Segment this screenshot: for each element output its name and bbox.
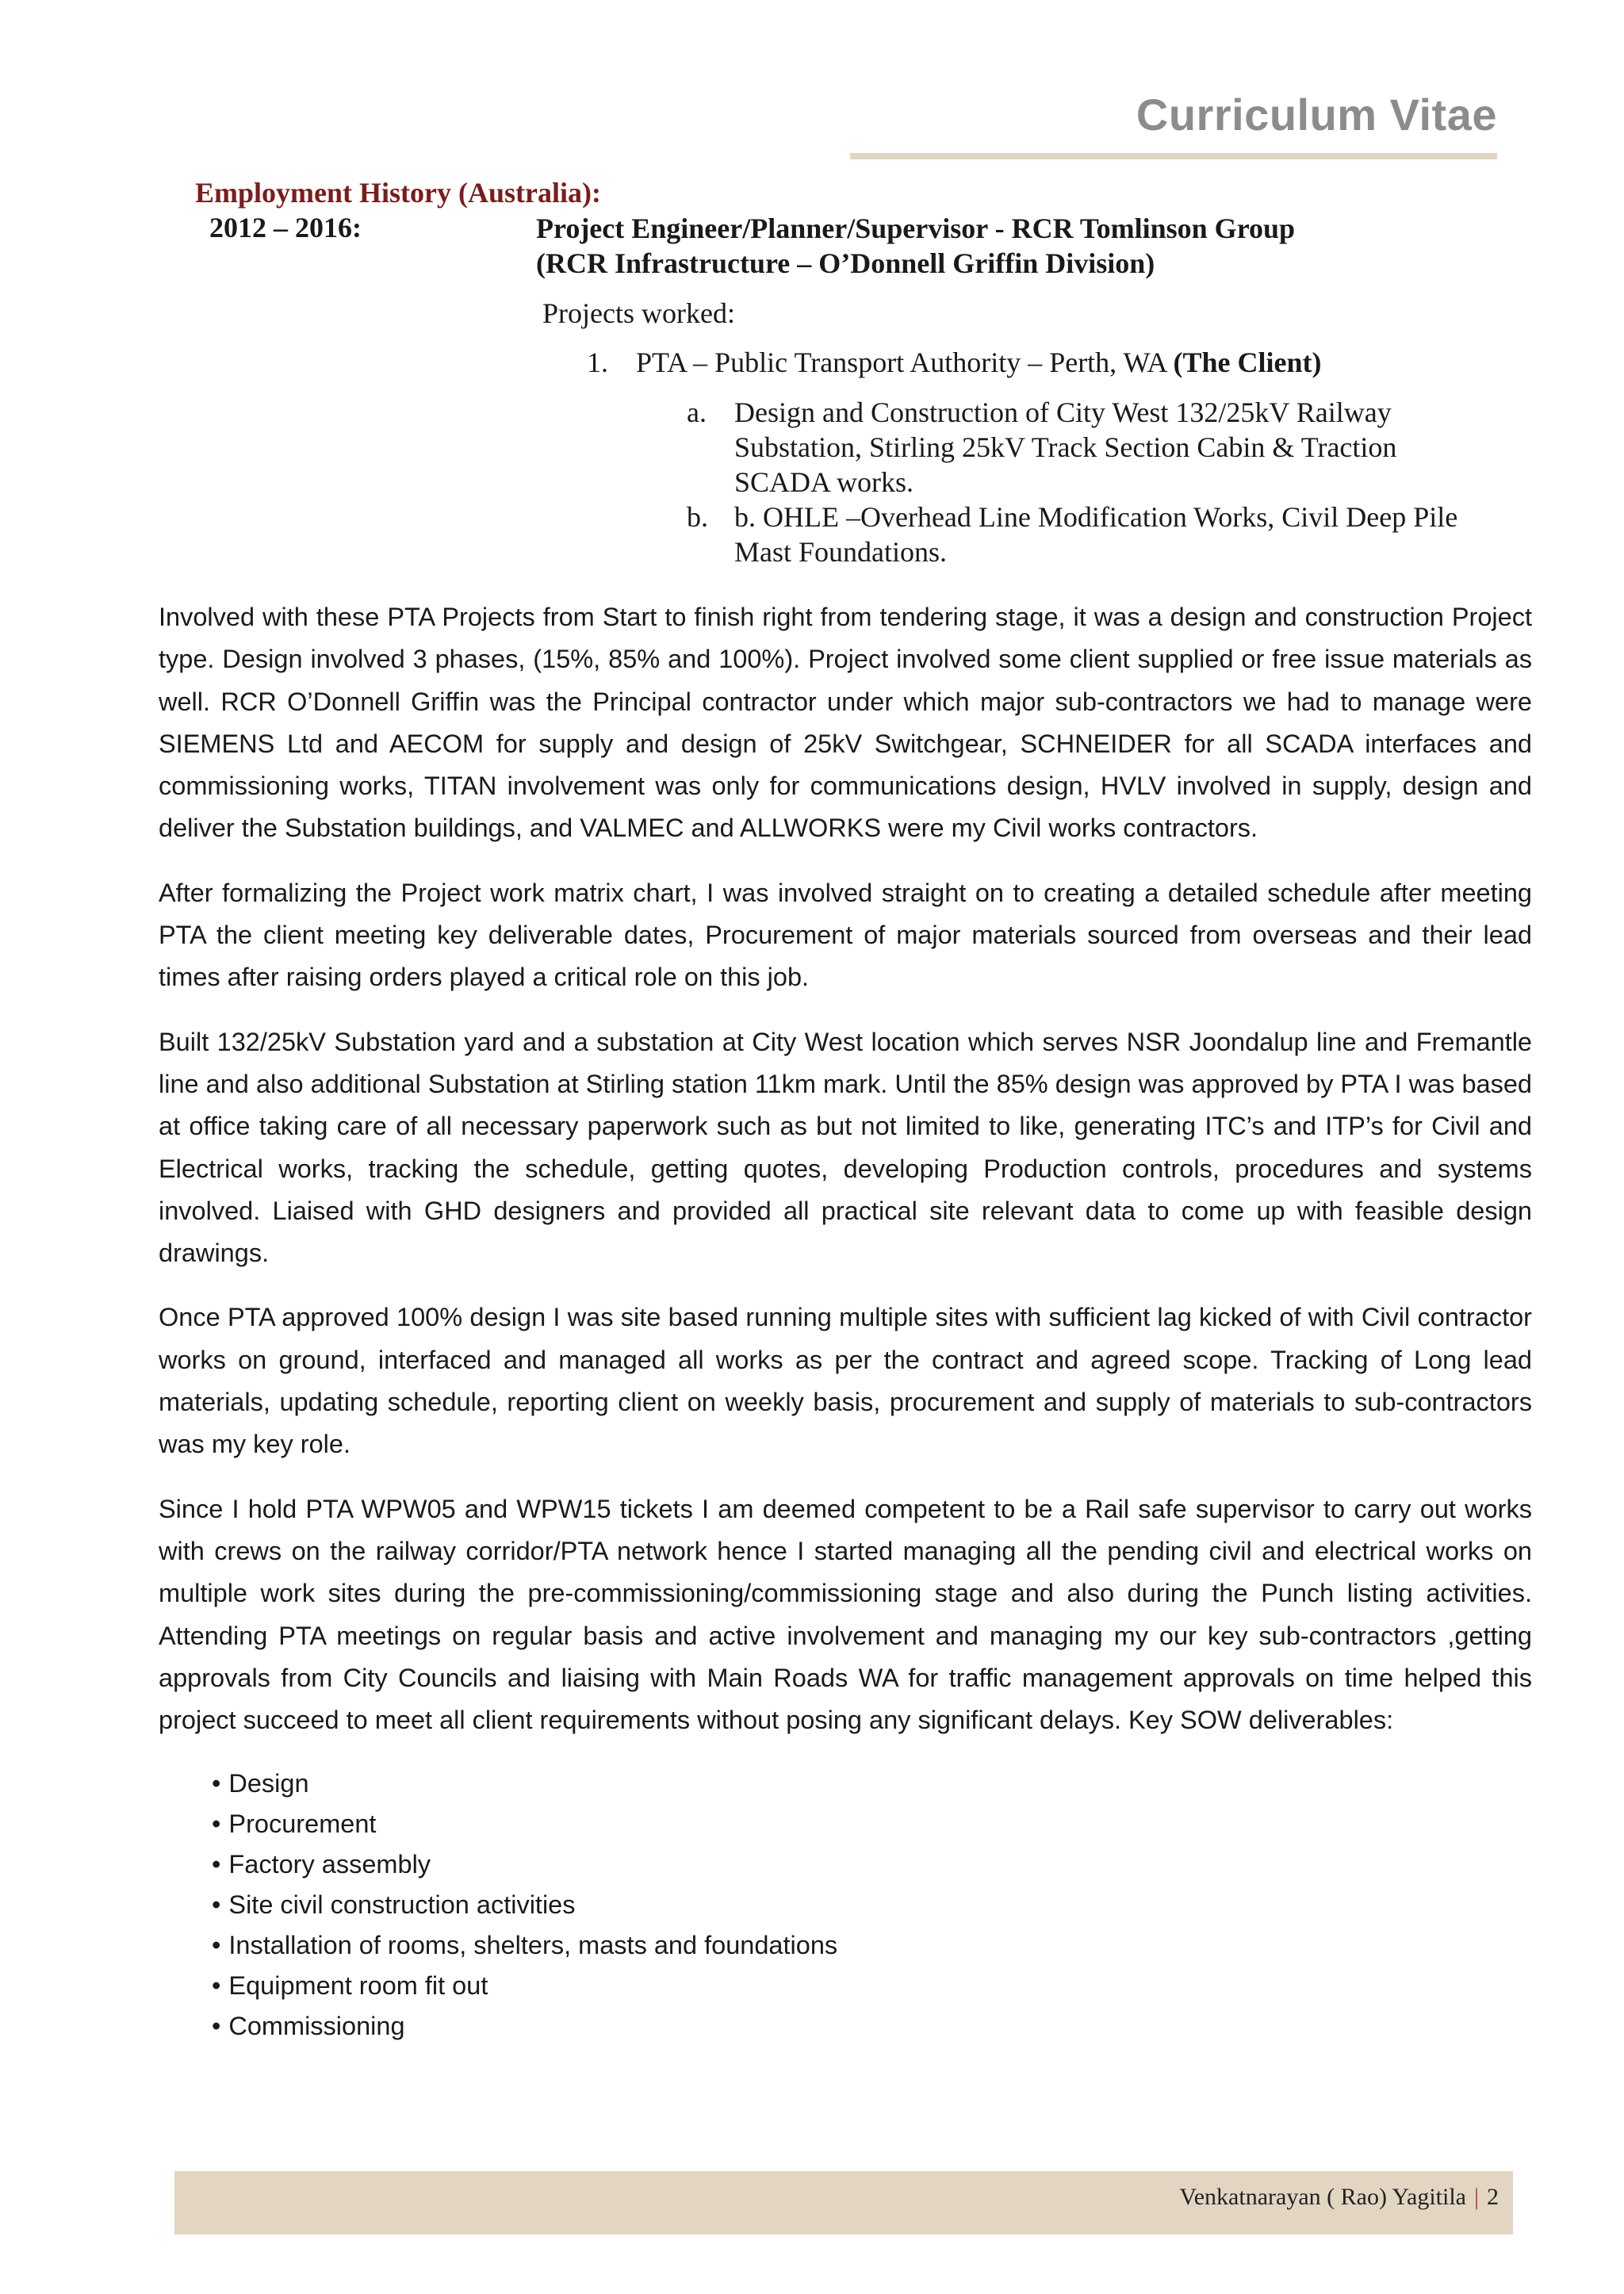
list-item (212, 1844, 1532, 1885)
project-number: 1. (587, 347, 608, 378)
subitem-line: SCADA works. (734, 466, 914, 498)
paragraph: Since I hold PTA WPW05 and WPW15 tickets I am deemed competent to be a Rail safe supervisor to carry out works with crews on the railway corridor/PTA network hence I started managing all the pending civil and electrical works on multiple work sites during the pre-commissioning/commissioning stage and also during the Punch listing activities. Attending PTA meetings on regular basis and active involvement and managing my our key sub-contractors ,getting approvals from City Councils and liaising with Main Roads WA for traffic management approvals on time helped this project succeed to meet all client requirements without posing any significant delays. Key SOW deliverables: (159, 1494, 1532, 1735)
paragraph: Built 132/25kV Substation yard and a substation at City West location which serves NSR Joondalup line and Fremantle line and also additional Substation at Stirling station 11km mark. Until the 85% design was approved by PTA I was based at office taking care of all necessary paperwork such as but not limited to like, generating ITC’s and ITP’s for Civil and Electrical works, tracking the schedule, getting quotes, developing Production controls, procedures and systems involved. Liaised with GHD designers and provided all practical site relevant data to come up with feasible design drawings. (159, 1027, 1532, 1268)
list-item (212, 1804, 1532, 1844)
list-item (212, 1966, 1532, 2006)
bullet-icon: • (212, 1971, 221, 2001)
subitem-line: Substation, Stirling 25kV Track Section Cabin & Traction (734, 431, 1397, 463)
header-divider (850, 153, 1497, 159)
subitem-letter: a. (687, 396, 707, 428)
list-item (212, 1925, 1532, 1966)
body-text (159, 596, 1532, 2047)
paragraph: After formalizing the Project work matrix chart, I was involved straight on to creating a detailed schedule after meeting PTA the client meeting key deliverable dates, Procurement of major materials sourced from overseas and their lead times after raising orders played a critical role on this job. (159, 878, 1532, 992)
subitem-line: Mast Foundations. (734, 536, 948, 568)
subitem-line: Design and Construction of City West 132/25kV Railway (734, 396, 1392, 428)
footer-separator: | (1473, 2184, 1479, 2210)
footer (1179, 2184, 1499, 2211)
job-role (536, 211, 1295, 281)
list-item-text: Factory assembly (228, 1850, 431, 1879)
list-item (212, 2006, 1532, 2047)
bullet-icon: • (212, 1931, 221, 1960)
bullet-icon: • (212, 1769, 221, 1798)
job-role-line-1: Project Engineer/Planner/Supervisor - RCR Tomlinson Group (536, 213, 1296, 244)
footer-author-name: Venkatnarayan ( Rao) Yagitila (1179, 2184, 1466, 2210)
project-subitem-b (687, 500, 1511, 569)
subitem-letter: b. (687, 501, 708, 533)
bullet-icon: • (212, 1810, 221, 1839)
document-title: Curriculum Vitae (1136, 90, 1497, 140)
bullet-icon: • (212, 1850, 221, 1879)
paragraph: Once PTA approved 100% design I was site based running multiple sites with sufficient lag kicked of with Civil contractor works on ground, interfaced and managed all works as per the contract and agreed scope. Tracking of Long lead materials, updating schedule, reporting client on weekly basis, procurement and supply of materials to sub-contractors was my key role. (159, 1303, 1532, 1459)
project-client-label: (The Client) (1173, 347, 1322, 378)
project-subitem-a (687, 395, 1511, 500)
list-item-text: Site civil construction activities (228, 1890, 576, 1920)
list-item-text: Design (228, 1769, 309, 1798)
employment-period: 2012 – 2016: (209, 212, 362, 243)
deliverables-list (159, 1764, 1532, 2047)
list-item (212, 1885, 1532, 1925)
list-item-text: Commissioning (228, 2012, 405, 2041)
projects-label: Projects worked: (542, 297, 735, 329)
project-item (587, 346, 1322, 379)
paragraph: Involved with these PTA Projects from Start to finish right from tendering stage, it was a design and construction Project type. Design involved 3 phases, (15%, 85% and 100%). Project involved some client supplied or free issue materials as well. RCR O’Donnell Griffin was the Principal contractor under which major sub-contractors we had to manage were SIEMENS Ltd and AECOM for supply and design of 25kV Switchgear, SCHNEIDER for all SCADA interfaces and commissioning works, TITAN involvement was only for communications design, HVLV involved in supply, design and deliver the Substation buildings, and VALMEC and ALLWORKS were my Civil works contractors. (159, 603, 1532, 843)
list-item-text: Installation of rooms, shelters, masts and foundations (228, 1931, 838, 1960)
job-role-line-2: (RCR Infrastructure – O’Donnell Griffin Division) (536, 247, 1155, 279)
project-text: PTA – Public Transport Authority – Perth, WA (636, 347, 1174, 378)
list-item (212, 1764, 1532, 1804)
section-heading: Employment History (Australia): (195, 177, 601, 209)
bullet-icon: • (212, 2012, 221, 2041)
subitem-line: b. OHLE –Overhead Line Modification Works, Civil Deep Pile (734, 501, 1458, 533)
bullet-icon: • (212, 1890, 221, 1920)
list-item-text: Equipment room fit out (228, 1971, 488, 2001)
page-number: 2 (1487, 2184, 1499, 2210)
list-item-text: Procurement (228, 1810, 377, 1839)
